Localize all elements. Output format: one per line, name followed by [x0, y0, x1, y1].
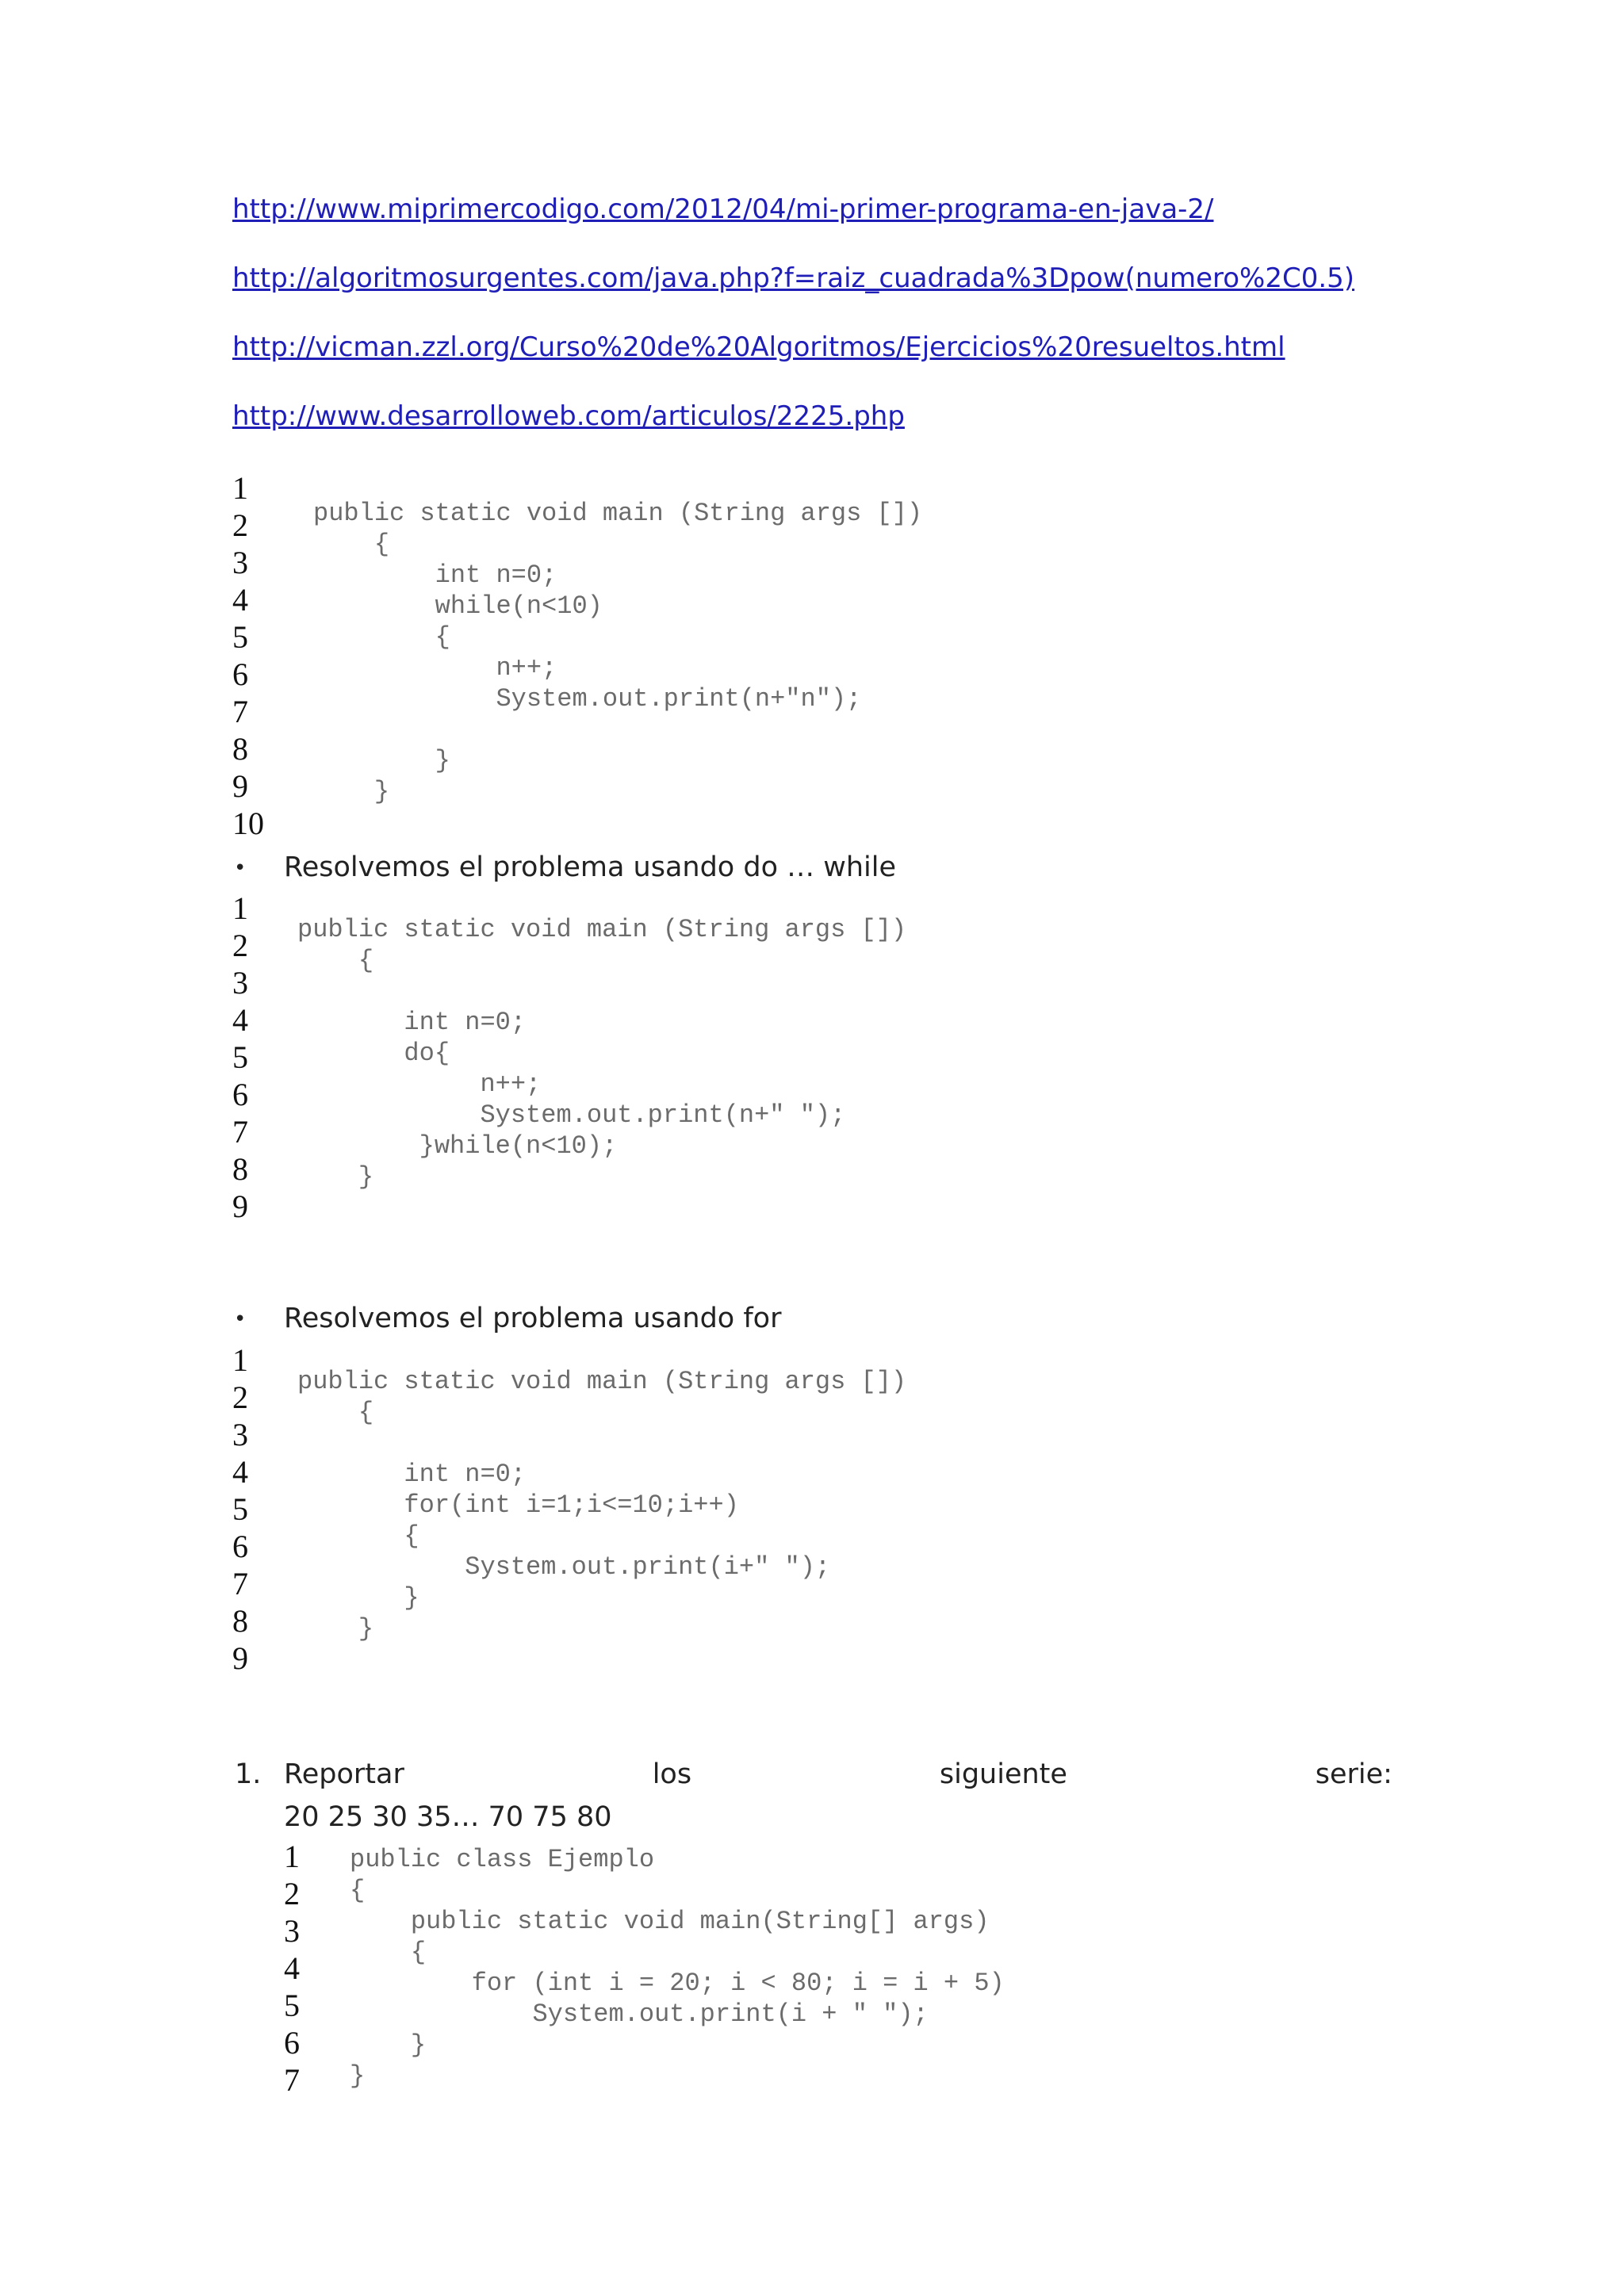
line-number: 9: [232, 768, 248, 804]
exercise-word: los: [652, 1758, 692, 1790]
line-number: 10: [232, 806, 264, 841]
line-number: 9: [232, 1640, 248, 1676]
bullet: •: [234, 1307, 247, 1331]
line-number: 6: [232, 1077, 248, 1112]
line-number: 5: [232, 1039, 248, 1075]
bullet: •: [234, 856, 247, 880]
line-number: 2: [232, 1380, 248, 1415]
line-number: 5: [284, 1988, 300, 2023]
line-number: 5: [232, 1491, 248, 1527]
line-number: 4: [232, 1454, 248, 1490]
code-block-do-while: public static void main (String args []) { int n=0; do{ n++; System.out.print(n+" "); }while(n<10); }: [297, 915, 907, 1192]
line-number: 4: [232, 582, 248, 618]
line-number: 7: [232, 1114, 248, 1150]
line-number: 2: [284, 1876, 300, 1911]
heading-text: Resolvemos el problema usando do … while: [284, 851, 897, 883]
line-number: 8: [232, 731, 248, 767]
reference-link-3[interactable]: http://vicman.zzl.org/Curso%20de%20Algoritmos/Ejercicios%20resueltos.html: [232, 331, 1285, 363]
exercise-series: 20 25 30 35… 70 75 80: [284, 1801, 612, 1833]
line-number: 2: [232, 507, 248, 543]
reference-link-2[interactable]: http://algoritmosurgentes.com/java.php?f=raiz_cuadrada%3Dpow(numero%2C0.5): [232, 262, 1355, 294]
reference-link-4[interactable]: http://www.desarrolloweb.com/articulos/2225.php: [232, 400, 905, 432]
line-number: 7: [284, 2062, 300, 2098]
line-number: 1: [284, 1839, 300, 1874]
line-numbers: [232, 1341, 280, 1677]
line-number: 4: [284, 1950, 300, 1986]
line-number: 3: [232, 965, 248, 1001]
line-number: 6: [232, 656, 248, 692]
line-number: 3: [232, 1417, 248, 1452]
line-number: 5: [232, 619, 248, 655]
line-number: 7: [232, 694, 248, 729]
code-block-while: public static void main (String args []) { int n=0; while(n<10) { n++; System.out.print(n+"n"); } }: [313, 499, 923, 806]
line-number: 1: [232, 470, 248, 506]
line-number: 3: [232, 545, 248, 580]
line-number: 8: [232, 1151, 248, 1187]
line-number: 7: [232, 1566, 248, 1601]
exercise-word: serie:: [1315, 1758, 1392, 1790]
line-number: 6: [284, 2025, 300, 2061]
exercise-word: Reportar: [284, 1758, 404, 1790]
heading-text: Resolvemos el problema usando for: [284, 1303, 782, 1334]
exercise-number: 1.: [235, 1758, 262, 1790]
line-number: 8: [232, 1603, 248, 1639]
line-numbers: [232, 469, 280, 842]
line-number: 4: [232, 1002, 248, 1038]
line-number: 2: [232, 928, 248, 963]
exercise-word: siguiente: [939, 1758, 1067, 1790]
line-number: 1: [232, 1342, 248, 1378]
code-block-exercise: public class Ejemplo { public static void main(String[] args) { for (int i = 20; i < 80; i = i + 5) System.out.print(i + " "); } }: [350, 1845, 1005, 2091]
line-numbers: [284, 1838, 331, 2099]
line-number: 3: [284, 1913, 300, 1949]
line-numbers: [232, 890, 280, 1225]
line-number: 6: [232, 1529, 248, 1564]
reference-link-1[interactable]: http://www.miprimercodigo.com/2012/04/mi-primer-programa-en-java-2/: [232, 193, 1214, 225]
code-block-for: public static void main (String args []) { int n=0; for(int i=1;i<=10;i++) { System.out.print(i+" "); } }: [297, 1367, 907, 1644]
exercise-text: [284, 1758, 1392, 1790]
line-number: 9: [232, 1188, 248, 1224]
line-number: 1: [232, 890, 248, 926]
